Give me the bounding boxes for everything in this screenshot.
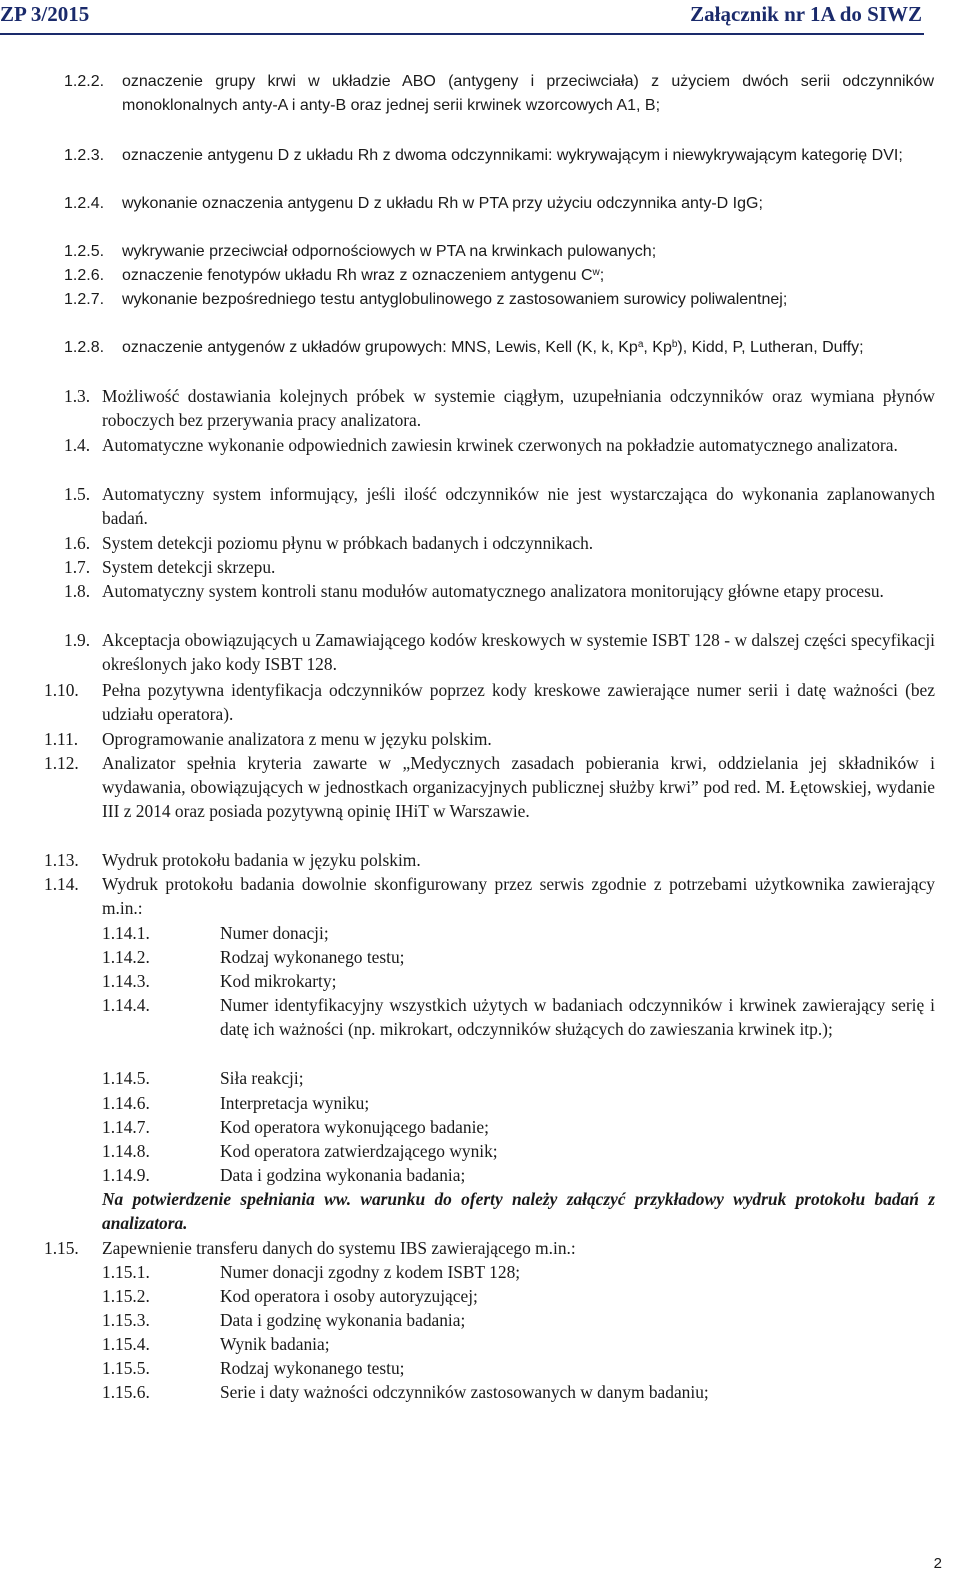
item-text: Data i godzinę wykonania badania; <box>220 1310 466 1330</box>
item-text: Automatyczny system kontroli stanu modułów automatycznego analizatora monitorujący główne etapy procesu. <box>102 581 884 601</box>
list-item <box>64 531 935 555</box>
item-number: 1.13. <box>44 850 79 870</box>
item-number: 1.2.4. <box>64 195 105 212</box>
item-text: Automatyczny system informujący, jeśli ilość odczynników nie jest wystarczająca do wykonania zaplanowanych badań. <box>102 484 935 528</box>
item-text: wykrywanie przeciwciał odpornościowych w PTA na krwinkach pulowanych; <box>122 243 657 260</box>
item-text: Możliwość dostawiania kolejnych próbek w systemie ciągłym, uzupełniania odczynników oraz wymiana płynów roboczych bez przerywania pracy analizatora. <box>102 386 935 430</box>
item-number: 1.15.3. <box>102 1310 150 1330</box>
item-number: 1.14.9. <box>102 1165 150 1185</box>
item-number: 1.14.8. <box>102 1141 150 1161</box>
item-number: 1.15.5. <box>102 1358 150 1378</box>
item-text: Pełna pozytywna identyfikacja odczynników poprzez kody kreskowe zawierające numer serii i datę ważności (bez udziału operatora). <box>102 680 935 724</box>
list-item <box>102 945 935 969</box>
item-number: 1.15.4. <box>102 1334 150 1354</box>
item-text: oznaczenie fenotypów układu Rh wraz z oznaczeniem antygenu $C^w$; <box>122 267 605 284</box>
list-item <box>64 70 934 118</box>
item-number: 1.15.2. <box>102 1286 150 1306</box>
item-number: 1.11. <box>44 729 79 749</box>
list-item <box>64 482 935 530</box>
list-item <box>64 336 934 360</box>
item-text: oznaczenie grupy krwi w układzie ABO (antygeny i przeciwciała) z użyciem dwóch serii odczynników monoklonalnych anty-A i anty-B oraz jednej serii krwinek wzorcowych A1, B; <box>122 73 934 114</box>
item-text: Zapewnienie transferu danych do systemu IBS zawierającego m.in.: <box>102 1238 576 1258</box>
list-item <box>64 555 935 579</box>
item-number: 1.2.5. <box>64 243 105 260</box>
list-item <box>64 628 935 676</box>
list-item <box>102 1380 935 1404</box>
header-left: ZP 3/2015 <box>0 2 90 26</box>
item-text: Na potwierdzenie spełniania ww. warunku do oferty należy załączyć przykładowy wydruk protokołu badań z analizatora. <box>102 1189 935 1233</box>
list-item <box>102 1260 935 1284</box>
item-number: 1.14.4. <box>102 995 150 1015</box>
list-item <box>102 1139 935 1163</box>
superscript: b <box>671 339 678 350</box>
list-item <box>64 288 934 312</box>
item-number: 1.12. <box>44 753 79 773</box>
item-text: Automatyczne wykonanie odpowiednich zawiesin krwinek czerwonych na pokładzie automatycznego analizatora. <box>102 435 898 455</box>
item-number: 1.2.7. <box>64 291 105 308</box>
list-item <box>64 384 935 432</box>
item-number: 1.4. <box>64 435 91 455</box>
item-text: oznaczenie antygenów z układów grupowych: MNS, Lewis, Kell (K, k, Kp$^a$, Kp$^b$), Kidd, P, Lutheran, Duffy; <box>122 339 864 356</box>
item-text: Kod operatora i osoby autoryzującej; <box>220 1286 478 1306</box>
item-number: 1.2.2. <box>64 73 105 90</box>
item-text: Akceptacja obowiązujących u Zamawiającego kodów kreskowych w systemie ISBT 128 - w dalszej części specyfikacji określonych jako kody ISBT 128. <box>102 630 935 674</box>
list-item <box>102 1091 935 1115</box>
list-item <box>102 1332 935 1356</box>
item-number: 1.15. <box>44 1238 79 1258</box>
list-item <box>44 678 935 726</box>
item-number: 1.14.2. <box>102 947 150 967</box>
list-item <box>64 579 935 603</box>
item-number: 1.9. <box>64 630 91 650</box>
header-right: Załącznik nr 1A do SIWZ <box>690 2 922 26</box>
item-number: 1.3. <box>64 386 91 406</box>
superscript: w <box>592 267 600 278</box>
item-text: Numer donacji zgodny z kodem ISBT 128; <box>220 1262 521 1282</box>
item-number: 1.6. <box>64 533 91 553</box>
list-item <box>64 144 934 168</box>
item-text: Kod operatora wykonującego badanie; <box>220 1117 489 1137</box>
item-number: 1.15.1. <box>102 1262 150 1282</box>
list-item <box>64 264 934 288</box>
list-item <box>44 848 935 872</box>
list-item <box>44 1236 935 1260</box>
item-number: 1.14.7. <box>102 1117 150 1137</box>
list-item <box>64 433 935 457</box>
item-text: Data i godzina wykonania badania; <box>220 1165 466 1185</box>
item-number: 1.8. <box>64 581 91 601</box>
list-item <box>102 1163 935 1187</box>
item-text: System detekcji poziomu płynu w próbkach badanych i odczynnikach. <box>102 533 594 553</box>
list-item <box>102 921 935 945</box>
item-text: Rodzaj wykonanego testu; <box>220 947 405 967</box>
item-text: Numer donacji; <box>220 923 329 943</box>
item-text: Kod mikrokarty; <box>220 971 337 991</box>
item-text: Kod operatora zatwierdzającego wynik; <box>220 1141 498 1161</box>
item-number: 1.5. <box>64 484 91 504</box>
item-text: Numer identyfikacyjny wszystkich użytych w badaniach odczynników i krwinek zawierający serię i datę ich ważności (np. mikrokart, odczynników służących do zawieszania krwinek itp.); <box>220 995 935 1039</box>
item-number: 1.14.6. <box>102 1093 150 1113</box>
item-text: System detekcji skrzepu. <box>102 557 276 577</box>
item-number: 1.14.3. <box>102 971 150 991</box>
list-item <box>102 993 935 1041</box>
item-text: Interpretacja wyniku; <box>220 1093 370 1113</box>
list-item <box>44 872 935 920</box>
list-item <box>64 192 934 216</box>
item-number: 1.15.6. <box>102 1382 150 1402</box>
item-number: 1.2.8. <box>64 339 105 356</box>
item-text: Analizator spełnia kryteria zawarte w „Medycznych zasadach pobierania krwi, oddzielania jej składników i wydawania, obowiązujących w jednostkach organizacyjnych publicznej służby krwi” pod red. M. Łętowskiej, wydanie III z 2014 oraz posiada pozytywną opinię IHiT w Warszawie. <box>102 753 935 821</box>
item-number: 1.2.3. <box>64 147 105 164</box>
item-text: wykonanie oznaczenia antygenu D z układu Rh w PTA przy użyciu odczynnika anty-D IgG; <box>122 195 763 212</box>
item-text: Serie i daty ważności odczynników zastosowanych w danym badaniu; <box>220 1382 709 1402</box>
item-number: 1.14.1. <box>102 923 150 943</box>
item-text: Wynik badania; <box>220 1334 330 1354</box>
item-text: Oprogramowanie analizatora z menu w języku polskim. <box>102 729 492 749</box>
item-number: 1.2.6. <box>64 267 105 284</box>
list-item <box>102 1308 935 1332</box>
item-number: 1.7. <box>64 557 91 577</box>
item-text: Wydruk protokołu badania dowolnie skonfigurowany przez serwis zgodnie z potrzebami użytkownika zawierający m.in.: <box>102 874 935 918</box>
page-number: 2 <box>933 1555 942 1572</box>
item-text: wykonanie bezpośredniego testu antyglobulinowego z zastosowaniem surowicy poliwalentnej; <box>122 291 788 308</box>
item-number: 1.14.5. <box>102 1068 150 1088</box>
item-number: 1.14. <box>44 874 79 894</box>
list-item <box>102 1284 935 1308</box>
list-item <box>44 751 935 823</box>
list-item <box>64 240 934 264</box>
item-text: Siła reakcji; <box>220 1068 304 1088</box>
list-item <box>102 969 935 993</box>
list-item <box>102 1115 935 1139</box>
list-item <box>44 727 935 751</box>
list-item <box>102 1356 935 1380</box>
item-number: 1.10. <box>44 680 79 700</box>
item-text: Rodzaj wykonanego testu; <box>220 1358 405 1378</box>
header-rule <box>0 33 924 35</box>
item-text: Wydruk protokołu badania w języku polskim. <box>102 850 421 870</box>
list-item <box>102 1187 935 1235</box>
list-item <box>102 1066 935 1090</box>
item-text: oznaczenie antygenu D z układu Rh z dwoma odczynnikami: wykrywającym i niewykrywającym kategorię DVI; <box>122 147 903 164</box>
superscript: a <box>637 339 644 350</box>
